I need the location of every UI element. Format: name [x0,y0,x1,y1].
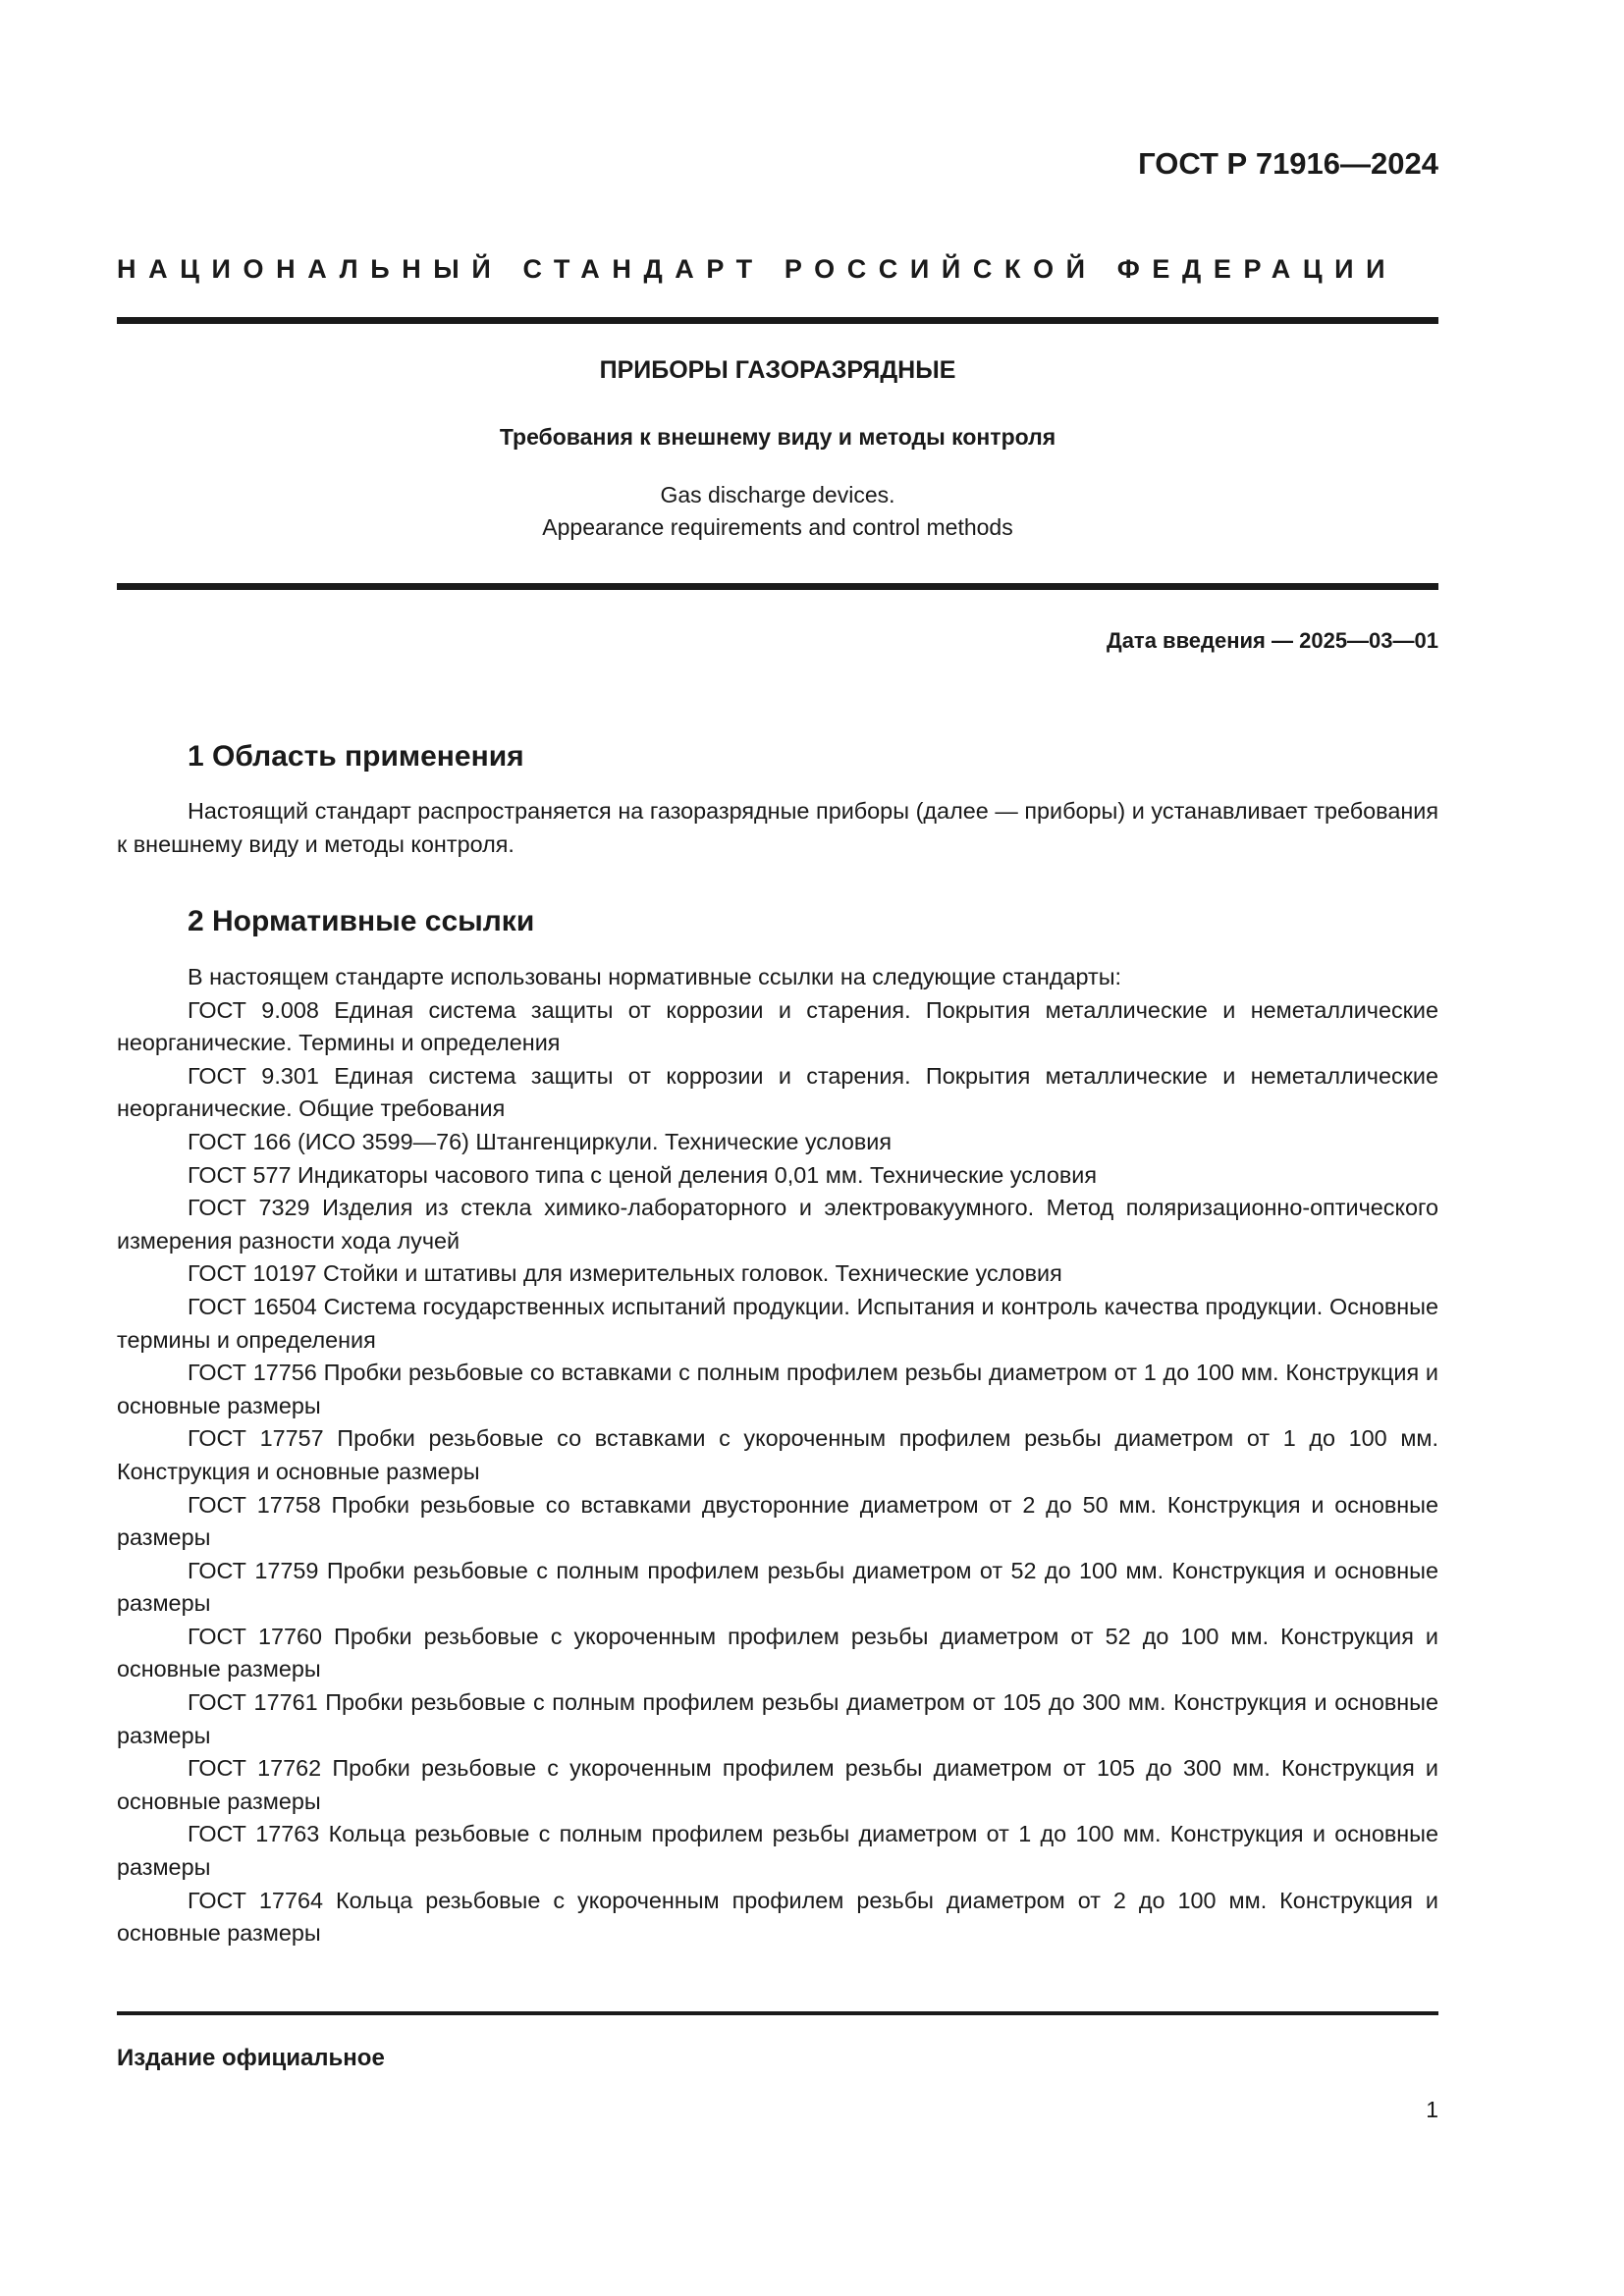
english-title-line-1: Gas discharge devices. [660,482,895,507]
reference-item: ГОСТ 7329 Изделия из стекла химико-лабораторного и электровакуумного. Метод поляризационно-оптического измерения разности хода лучей [117,1195,1438,1254]
reference-item: ГОСТ 9.301 Единая система защиты от коррозии и старения. Покрытия металлические и неметаллические неорганические. Общие требования [117,1062,1438,1122]
document-title: ПРИБОРЫ ГАЗОРАЗРЯДНЫЕ [599,356,956,384]
document-subtitle: Требования к внешнему виду и методы контроля [499,424,1056,450]
section-2-heading: 2 Нормативные ссылки [188,905,535,937]
reference-item: ГОСТ 9.008 Единая система защиты от коррозии и старения. Покрытия металлические и неметаллические неорганические. Термины и определения [117,996,1438,1056]
english-title [117,479,1438,544]
references-intro: В настоящем стандарте использованы нормативные ссылки на следующие стандарты: [188,964,1122,989]
document-code: ГОСТ Р 71916—2024 [1138,146,1438,181]
reference-item: ГОСТ 166 (ИСО 3599—76) Штангенциркули. Технические условия [188,1128,893,1154]
reference-item: ГОСТ 16504 Система государственных испытаний продукции. Испытания и контроль качества продукции. Основные термины и определения [117,1293,1438,1353]
reference-item: ГОСТ 17758 Пробки резьбовые со вставками двусторонние диаметром от 2 до 50 мм. Конструкция и основные размеры [117,1491,1438,1551]
top-divider [117,317,1438,324]
reference-item: ГОСТ 577 Индикаторы часового типа с ценой деления 0,01 мм. Технические условия [188,1161,1097,1188]
reference-item: ГОСТ 17762 Пробки резьбовые с укороченным профилем резьбы диаметром от 105 до 300 мм. Конструкция и основные размеры [117,1755,1438,1814]
reference-item: ГОСТ 17761 Пробки резьбовые с полным профилем резьбы диаметром от 105 до 300 мм. Конструкция и основные размеры [117,1689,1438,1748]
section-1-heading: 1 Область применения [188,740,524,773]
title-divider [117,583,1438,590]
organization-title: НАЦИОНАЛЬНЫЙ СТАНДАРТ РОССИЙСКОЙ ФЕДЕРАЦИИ [117,254,1398,284]
reference-item: ГОСТ 17760 Пробки резьбовые с укороченным профилем резьбы диаметром от 52 до 100 мм. Конструкция и основные размеры [117,1623,1438,1682]
edition-label: Издание официальное [117,2045,385,2071]
reference-item: ГОСТ 17759 Пробки резьбовые с полным профилем резьбы диаметром от 52 до 100 мм. Конструкция и основные размеры [117,1557,1438,1617]
footer-divider [117,2011,1438,2015]
normative-references-list [117,961,1438,1950]
section-1-text: Настоящий стандарт распространяется на газоразрядные приборы (далее — приборы) и устанавливает требования к внешнему виду и методы контроля. [117,798,1438,857]
reference-item: ГОСТ 17756 Пробки резьбовые со вставками с полным профилем резьбы диаметром от 1 до 100 мм. Конструкция и основные размеры [117,1360,1438,1418]
introduction-date: Дата введения — 2025—03—01 [1107,628,1438,653]
reference-item: ГОСТ 17764 Кольца резьбовые с укороченным профилем резьбы диаметром от 2 до 100 мм. Конструкция и основные размеры [117,1887,1438,1947]
reference-item: ГОСТ 17763 Кольца резьбовые с полным профилем резьбы диаметром от 1 до 100 мм. Конструкция и основные размеры [117,1821,1438,1881]
reference-item: ГОСТ 17757 Пробки резьбовые со вставками с укороченным профилем резьбы диаметром от 1 до 100 мм. Конструкция и основные размеры [117,1425,1438,1484]
english-title-line-2: Appearance requirements and control methods [542,514,1013,540]
document-page [117,0,1438,2296]
reference-item: ГОСТ 10197 Стойки и штативы для измерительных головок. Технические условия [188,1260,1062,1287]
page-number: 1 [1426,2097,1438,2122]
